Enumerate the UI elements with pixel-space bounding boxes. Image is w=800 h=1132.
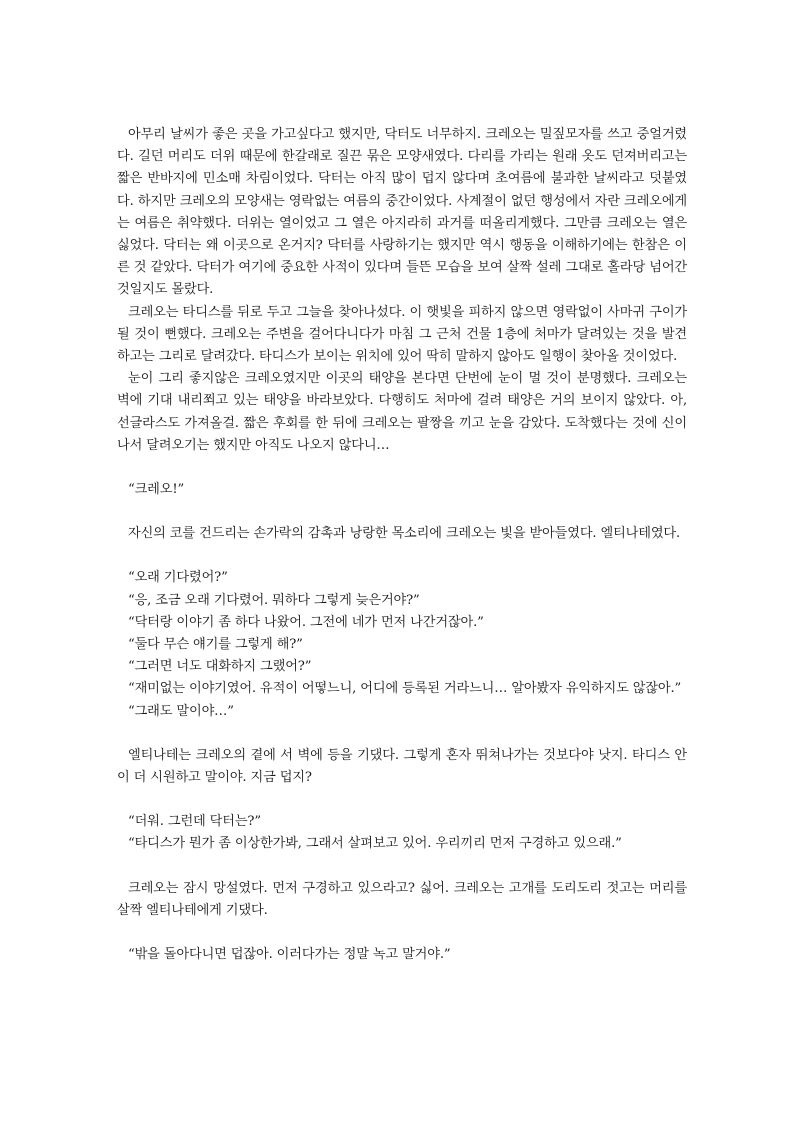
dialogue-line: “크레오!” — [128, 482, 185, 498]
paragraph-spacer — [117, 457, 687, 479]
dialogue-line: “밖을 돌아다니면 덥잖아. 이러다가는 정말 녹고 말거야.” — [128, 947, 451, 963]
paragraph-spacer — [117, 501, 687, 523]
dialogue-line: “더워. 그런데 닥터는?” — [128, 814, 261, 830]
narration-paragraph: 아무리 날씨가 좋은 곳을 가고싶다고 했지만, 닥터도 너무하지. 크레오는 밀짚모자를 쓰고 중얼거렸다. 길던 머리도 더위 때문에 한갈래로 질끈 묶은 모양새였다. 다리를 가리는 원래 옷도 던져버리고는 짧은 반바지에 민소매 차림이었다. 닥터는 아직 많이 덥지 않다며 초여름에 불과한 날씨라고 덧붙였다. 하지만 크레오의 모양새는 영락없는 여름의 중간이었다. 사계절이 없던 행성에서 자란 크레오에게는 여름은 취약했다. 더위는 열이었고 그 열은 아지라히 과거를 떠올리게했다. 그만큼 크레오는 열은 싫었다. 닥터는 왜 이곳으로 온거지? 닥터를 사랑하기는 했지만 역시 행동을 이해하기에는 한참은 이른 것 같았다. 닥터가 여기에 중요한 사적이 있다며 들뜬 모습을 보여 살짝 설레 그대로 홀라당 넘어간 것일지도 몰랐다. — [117, 127, 687, 298]
narration-paragraph: 엘티나테는 크레오의 곁에 서 벽에 등을 기댔다. 그렇게 혼자 뛰쳐나가는 것보다야 낫지. 타디스 안이 더 시원하고 말이야. 지금 덥지? — [117, 747, 687, 786]
dialogue-line: “닥터랑 이야기 좀 하다 나왔어. 그전에 네가 먼저 나간거잖아.” — [128, 614, 484, 630]
paragraph-spacer — [117, 723, 687, 745]
dialogue-line: “타디스가 뭔가 좀 이상한가봐, 그래서 살펴보고 있어. 우리끼리 먼저 구경하고 있으래.” — [128, 836, 622, 852]
narration-paragraph: 크레오는 타디스를 뒤로 두고 그늘을 찾아나섰다. 이 햇빛을 피하지 않으면 영락없이 사마귀 구이가 될 것이 뻔했다. 크레오는 주변을 걸어다니다가 마침 그 근처 건물 1층에 처마가 달려있는 것을 발견하고는 그리로 달려갔다. 타디스가 보이는 위치에 있어 딱히 말하지 않아도 일행이 찾아올 것이었다. — [117, 304, 687, 365]
dialogue-line: “그러면 너도 대화하지 그랬어?” — [128, 659, 312, 675]
narration-paragraph: 눈이 그리 좋지않은 크레오였지만 이곳의 태양을 본다면 단번에 눈이 멀 것이 분명했다. 크레오는 벽에 기대 내리쬐고 있는 태양을 바라보았다. 다행히도 처마에 걸려 태양은 거의 보이지 않았다. 아, 선글라스도 가져올걸. 짧은 후회를 한 뒤에 크레오는 팔짱을 끼고 눈을 감았다. 도착했다는 것에 신이 나서 달려오기는 했지만 아직도 나오지 않다니… — [117, 371, 687, 453]
dialogue-line: “재미없는 이야기였어. 유적이 어떻느니, 어디에 등록된 거라느니… 알아봤자 유익하지도 않잖아.” — [128, 681, 682, 697]
narration-paragraph: 자신의 코를 건드리는 손가락의 감촉과 낭랑한 목소리에 크레오는 빛을 받아들였다. 엘티나테였다. — [128, 526, 681, 542]
dialogue-line: “오래 기다렸어?” — [128, 570, 228, 586]
dialogue-line: “둘다 무슨 얘기를 그렇게 해?” — [128, 637, 303, 653]
paragraph-spacer — [117, 856, 687, 878]
paragraph-spacer — [117, 789, 687, 811]
paragraph-spacer — [117, 545, 687, 567]
narration-paragraph: 크레오는 잠시 망설였다. 먼저 구경하고 있으라고? 싫어. 크레오는 고개를 도리도리 젓고는 머리를 살짝 엘티나테에게 기댔다. — [117, 880, 687, 918]
dialogue-line: “응, 조금 오래 기다렸어. 뭐하다 그렇게 늦은거야?” — [128, 592, 420, 608]
document-body — [117, 124, 687, 966]
paragraph-spacer — [117, 922, 687, 944]
dialogue-line: “그래도 말이야…” — [128, 703, 234, 719]
